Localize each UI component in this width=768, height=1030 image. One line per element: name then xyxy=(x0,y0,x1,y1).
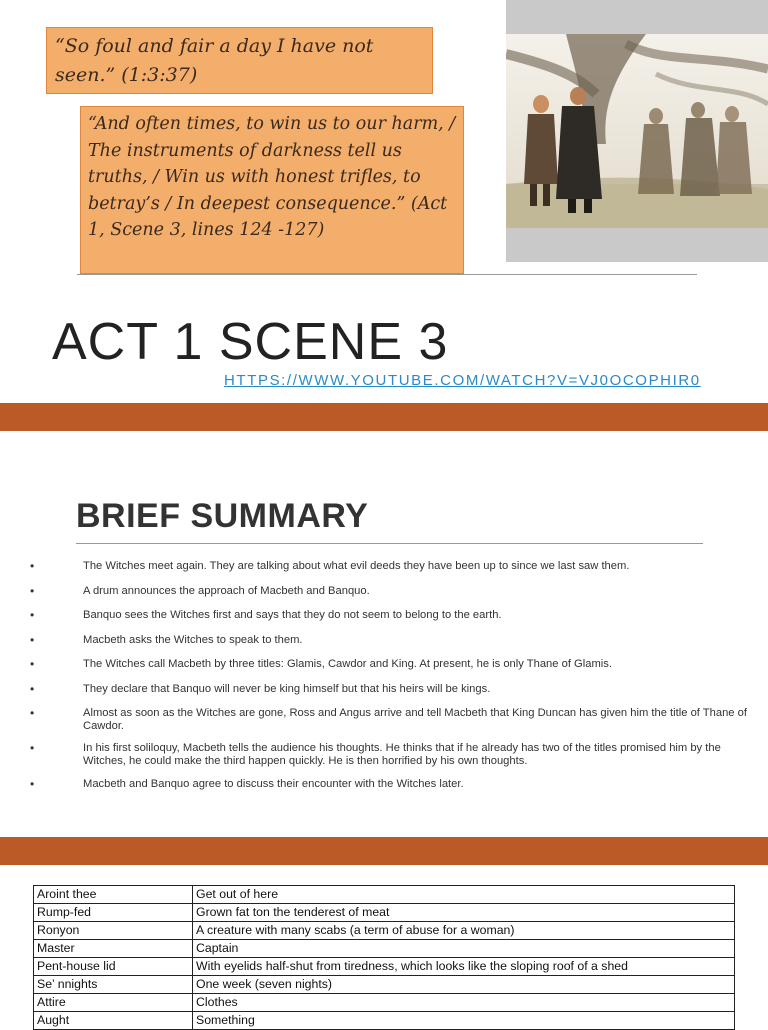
list-item-text: A drum announces the approach of Macbeth and Banquo. xyxy=(83,584,370,597)
meaning-cell: Get out of here xyxy=(193,886,735,904)
bullet: • xyxy=(30,657,35,671)
table-row xyxy=(34,976,735,994)
meaning-cell: Clothes xyxy=(193,994,735,1012)
youtube-link[interactable]: HTTPS://WWW.YOUTUBE.COM/WATCH?V=VJ0OCOPHIR0 xyxy=(224,372,701,389)
bullet: • xyxy=(30,681,35,696)
bullet: • xyxy=(30,559,35,573)
witches-illustration xyxy=(506,34,768,228)
list-item xyxy=(30,585,755,598)
table-row xyxy=(34,922,735,940)
term-cell: Master xyxy=(34,940,193,958)
list-item xyxy=(30,683,755,696)
meaning-cell: Captain xyxy=(193,940,735,958)
bullet: • xyxy=(30,608,35,622)
macbeth-quote-box: “So foul and fair a day I have not seen.” (1:3:37) xyxy=(46,27,433,94)
table-row xyxy=(34,904,735,922)
meaning-cell: With eyelids half-shut from tiredness, which looks like the sloping roof of a shed xyxy=(193,958,735,976)
meaning-cell: Grown fat ton the tenderest of meat xyxy=(193,904,735,922)
banquo-quote-box: “And often times, to win us to our harm, / The instruments of darkness tell us truths, / Win us with honest trifles, to betray’s / In deepest consequence.” (Act 1, Scene 3, lines 124 -127) xyxy=(80,106,464,274)
term-cell: Pent-house lid xyxy=(34,958,193,976)
list-item xyxy=(30,658,755,671)
list-item xyxy=(30,560,755,573)
term-cell: Aught xyxy=(34,1012,193,1030)
list-item-text: Banquo sees the Witches first and says that they do not seem to belong to the earth. xyxy=(83,609,502,621)
list-item-text: They declare that Banquo will never be king himself but that his heirs will be kings. xyxy=(83,682,491,695)
bullet: • xyxy=(30,706,35,720)
table-row xyxy=(34,958,735,976)
table-row xyxy=(34,1012,735,1030)
term-cell: Attire xyxy=(34,994,193,1012)
term-cell: Rump-fed xyxy=(34,904,193,922)
summary-title: BRIEF SUMMARY xyxy=(76,497,369,535)
vocabulary-table xyxy=(33,885,735,1030)
term-cell: Se’ nnights xyxy=(34,976,193,994)
list-item-text: Macbeth and Banquo agree to discuss their encounter with the Witches later. xyxy=(83,778,464,790)
list-item xyxy=(30,742,755,767)
list-item-text: The Witches call Macbeth by three titles: Glamis, Cawdor and King. At present, he is only Thane of Glamis. xyxy=(83,658,612,670)
divider xyxy=(77,274,697,275)
term-cell: Ronyon xyxy=(34,922,193,940)
list-item-text: Macbeth asks the Witches to speak to them. xyxy=(83,633,303,646)
term-cell: Aroint thee xyxy=(34,886,193,904)
list-item xyxy=(30,634,755,647)
list-item xyxy=(30,707,755,732)
bullet: • xyxy=(30,741,35,755)
slide-title: ACT 1 SCENE 3 xyxy=(52,313,449,371)
table-row xyxy=(34,886,735,904)
bullet: • xyxy=(30,583,35,598)
meaning-cell: Something xyxy=(193,1012,735,1030)
summary-list xyxy=(30,560,755,791)
bullet: • xyxy=(30,777,35,791)
table-row xyxy=(34,994,735,1012)
list-item-text: Almost as soon as the Witches are gone, Ross and Angus arrive and tell Macbeth that King Duncan has given him the title of Thane of Cawdor. xyxy=(83,707,747,732)
divider xyxy=(76,543,703,544)
meaning-cell: A creature with many scabs (a term of abuse for a woman) xyxy=(193,922,735,940)
list-item xyxy=(30,609,755,622)
slide-divider-band xyxy=(0,403,768,431)
meaning-cell: One week (seven nights) xyxy=(193,976,735,994)
list-item xyxy=(30,778,755,791)
list-item-text: In his first soliloquy, Macbeth tells the audience his thoughts. He thinks that if he already has two of the titles promised him by the Witches, he could make the third happen quickly. He is then horrified by his own thoughts. xyxy=(83,742,721,767)
witches-illustration-art xyxy=(506,34,768,228)
table-row xyxy=(34,940,735,958)
bullet: • xyxy=(30,632,35,647)
list-item-text: The Witches meet again. They are talking about what evil deeds they have been up to since we last saw them. xyxy=(83,560,630,572)
slide-divider-band xyxy=(0,837,768,865)
